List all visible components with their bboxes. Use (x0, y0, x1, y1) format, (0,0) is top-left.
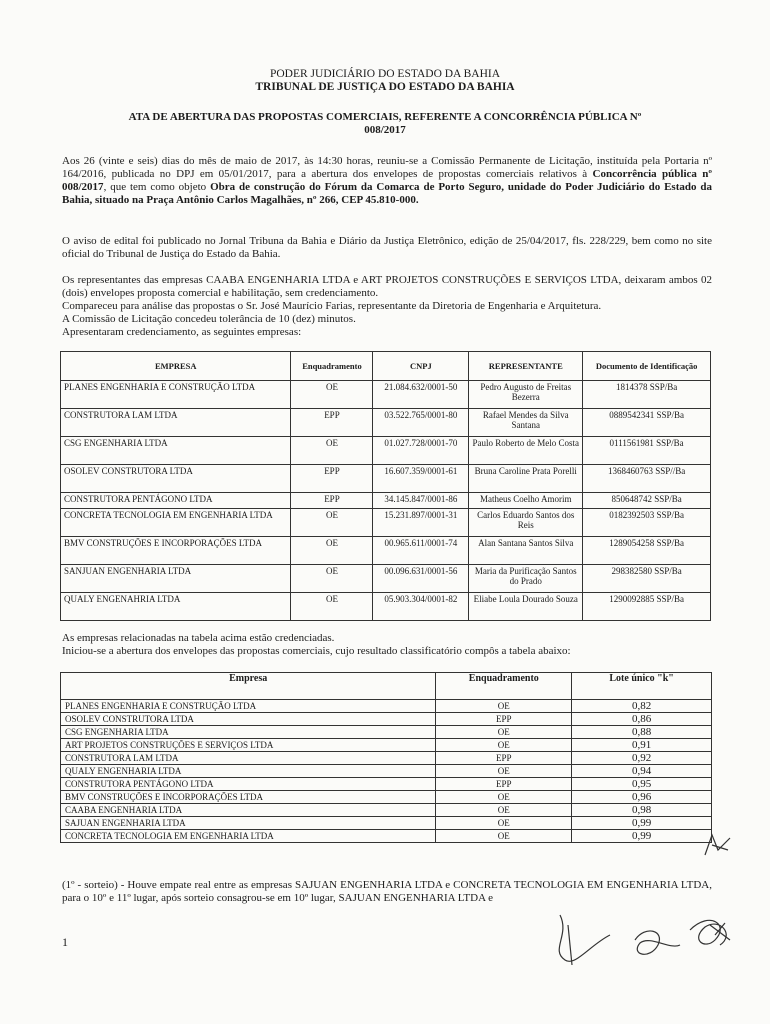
signatures-image (540, 905, 760, 975)
table-cell: 0,91 (572, 739, 712, 752)
table-cell: EPP (291, 465, 373, 493)
opening-mid: , que tem como objeto (103, 181, 211, 193)
table-cell: PLANES ENGENHARIA E CONSTRUÇÃO LTDA (61, 700, 436, 713)
table-cell: Bruna Caroline Prata Porelli (469, 465, 583, 493)
table-cell: OSOLEV CONSTRUTORA LTDA (61, 713, 436, 726)
table-row (61, 752, 712, 765)
table-cell: CSG ENGENHARIA LTDA (61, 726, 436, 739)
opening-bid-number: Concorrência pública nº 008/2017 (62, 168, 712, 193)
header-tribunal: TRIBUNAL DE JUSTIÇA DO ESTADO DA BAHIA (255, 81, 515, 93)
opening-object: Obra de construção do Fórum da Comarca de Porto Seguro, unidade do Poder Judiciário do Estado da Bahia, situado na Praça Antônio Carlos Magalhães, nº 266, CEP 45.810-000. (62, 181, 712, 206)
table-cell: 16.607.359/0001-61 (373, 465, 469, 493)
tolerance-paragraph: A Comissão de Licitação concedeu tolerância de 10 (dez) minutos. (62, 313, 356, 325)
table-cell: OE (436, 817, 572, 830)
table-cell: OE (291, 537, 373, 565)
table-cell: 1368460763 SSP//Ba (583, 465, 711, 493)
page-number: 1 (62, 935, 68, 949)
table-row (61, 565, 711, 593)
opening-results-intro: Iniciou-se a abertura dos envelopes das propostas comerciais, cujo resultado classificatório compôs a tabela abaixo: (62, 645, 571, 657)
table-cell: OE (291, 381, 373, 409)
table-row (61, 509, 711, 537)
table-cell: 0,99 (572, 817, 712, 830)
table-cell: EPP (436, 752, 572, 765)
accreditation-table (60, 351, 711, 621)
table-cell: 0111561981 SSP/Ba (583, 437, 711, 465)
table-cell: QUALY ENGENHARIA LTDA (61, 765, 436, 778)
table-cell: Alan Santana Santos Silva (469, 537, 583, 565)
table-row (61, 817, 712, 830)
table-row (61, 726, 712, 739)
table-row (61, 778, 712, 791)
table-cell: SANJUAN ENGENHARIA LTDA (61, 565, 291, 593)
table-cell: 0,88 (572, 726, 712, 739)
table-cell: OE (436, 804, 572, 817)
table-cell: 1289054258 SSP/Ba (583, 537, 711, 565)
tie-break-paragraph: (1º - sorteio) - Houve empate real entre as empresas SAJUAN ENGENHARIA LTDA e CONCRETA TECNOLOGIA EM ENGENHARIA LTDA, para o 10º e 11º lugar, após sorteio consagrou-se em 10º lugar, SAJUAN ENGENHARIA LTDA e (62, 879, 712, 904)
table-cell: OE (291, 437, 373, 465)
table-cell: OE (291, 509, 373, 537)
table-cell: CAABA ENGENHARIA LTDA (61, 804, 436, 817)
table-row (61, 739, 712, 752)
table-row (61, 713, 712, 726)
representatives-paragraph: Os representantes das empresas CAABA ENGENHARIA LTDA e ART PROJETOS CONSTRUÇÕES E SERVIÇOS LTDA, deixaram ambos 02 (dois) envelopes proposta comercial e habilitação, sem credenciamento. (62, 274, 712, 299)
col-empresa: EMPRESA (61, 352, 291, 381)
table-cell: Rafael Mendes da Silva Santana (469, 409, 583, 437)
col-representante: REPRESENTANTE (469, 352, 583, 381)
table-cell: OE (436, 830, 572, 843)
table-cell: Pedro Augusto de Freitas Bezerra (469, 381, 583, 409)
table-cell: ART PROJETOS CONSTRUÇÕES E SERVIÇOS LTDA (61, 739, 436, 752)
header-court: PODER JUDICIÁRIO DO ESTADO DA BAHIA (269, 68, 501, 80)
table-cell: 00.096.631/0001-56 (373, 565, 469, 593)
table-cell: PLANES ENGENHARIA E CONSTRUÇÃO LTDA (61, 381, 291, 409)
table-cell: OE (436, 739, 572, 752)
table-cell: 0,98 (572, 804, 712, 817)
table-cell: 0,96 (572, 791, 712, 804)
notice-paragraph: O aviso de edital foi publicado no Jornal Tribuna da Bahia e Diário da Justiça Eletrônico, edição de 25/04/2017, fls. 228/229, bem como no site oficial do Tribunal de Justiça do Estado da Bahia. (62, 235, 712, 260)
col-cnpj: CNPJ (373, 352, 469, 381)
table-header-row (61, 352, 711, 381)
table-cell: 0182392503 SSP/Ba (583, 509, 711, 537)
col-documento: Documento de Identificação (583, 352, 711, 381)
table-cell: OE (291, 565, 373, 593)
table-cell: OE (436, 700, 572, 713)
table-cell: 1814378 SSP/Ba (583, 381, 711, 409)
table-cell: OE (436, 765, 572, 778)
opening-paragraph (62, 155, 712, 207)
table-cell: CONSTRUTORA LAM LTDA (61, 409, 291, 437)
table-row (61, 465, 711, 493)
table-cell: BMV CONSTRUÇÕES E INCORPORAÇÕES LTDA (61, 791, 436, 804)
table-cell: 298382580 SSP/Ba (583, 565, 711, 593)
table-cell: CONCRETA TECNOLOGIA EM ENGENHARIA LTDA (61, 830, 436, 843)
table-cell: OE (436, 791, 572, 804)
col-empresa: Empresa (61, 673, 436, 700)
table-cell: CONCRETA TECNOLOGIA EM ENGENHARIA LTDA (61, 509, 291, 537)
table-row (61, 804, 712, 817)
table-cell: 850648742 SSP/Ba (583, 493, 711, 509)
table-cell: BMV CONSTRUÇÕES E INCORPORAÇÕES LTDA (61, 537, 291, 565)
table-cell: 01.027.728/0001-70 (373, 437, 469, 465)
table-cell: 0,99 (572, 830, 712, 843)
table-cell: OE (436, 726, 572, 739)
table-cell: Maria da Purificação Santos do Prado (469, 565, 583, 593)
table-cell: 0889542341 SSP/Ba (583, 409, 711, 437)
table-row (61, 493, 711, 509)
table-row (61, 765, 712, 778)
table-cell: Eliabe Loula Dourado Souza (469, 593, 583, 621)
table-cell: 00.965.611/0001-74 (373, 537, 469, 565)
table-row (61, 537, 711, 565)
table-row (61, 381, 711, 409)
accredited-intro: Apresentaram credenciamento, as seguintes empresas: (62, 326, 302, 338)
opening-intro: Aos 26 (vinte e seis) dias do mês de maio de 2017, às 14:30 horas, reuniu-se a Comissão Permanente de Licitação, instituída pela Portaria nº 164/2016, publicada no DPJ em 05/01/2017, para a abertura dos envelopes de propostas comerciais relativos à (62, 155, 712, 180)
table-cell: CONSTRUTORA PENTÁGONO LTDA (61, 778, 436, 791)
table-cell: SAJUAN ENGENHARIA LTDA (61, 817, 436, 830)
table-cell: EPP (436, 713, 572, 726)
table-cell: 0,94 (572, 765, 712, 778)
table-cell: 15.231.897/0001-31 (373, 509, 469, 537)
table-cell: Paulo Roberto de Melo Costa (469, 437, 583, 465)
table-cell: EPP (291, 493, 373, 509)
table-cell: CSG ENGENHARIA LTDA (61, 437, 291, 465)
table-row (61, 593, 711, 621)
col-enquadramento: Enquadramento (436, 673, 572, 700)
col-enquadramento: Enquadramento (291, 352, 373, 381)
table-header-row (61, 673, 712, 700)
table-cell: EPP (436, 778, 572, 791)
table-cell: 0,82 (572, 700, 712, 713)
document-title-number: 008/2017 (364, 124, 406, 136)
table-row (61, 791, 712, 804)
table-cell: 05.903.304/0001-82 (373, 593, 469, 621)
table-cell: 0,95 (572, 778, 712, 791)
table-row (61, 830, 712, 843)
table-cell: CONSTRUTORA PENTÁGONO LTDA (61, 493, 291, 509)
engineer-paragraph: Compareceu para análise das propostas o Sr. José Maurício Farias, representante da Diretoria de Engenharia e Arquitetura. (62, 300, 602, 312)
classification-table (60, 672, 712, 843)
table-cell: 34.145.847/0001-86 (373, 493, 469, 509)
table-cell: QUALY ENGENAHRIA LTDA (61, 593, 291, 621)
table-cell: 0,92 (572, 752, 712, 765)
col-lote-unico: Lote único "k" (572, 673, 712, 700)
table-cell: OSOLEV CONSTRUTORA LTDA (61, 465, 291, 493)
table-cell: 0,86 (572, 713, 712, 726)
accredited-note: As empresas relacionadas na tabela acima estão credenciadas. (62, 632, 335, 644)
table-cell: Carlos Eduardo Santos dos Reis (469, 509, 583, 537)
table-row (61, 409, 711, 437)
table-cell: EPP (291, 409, 373, 437)
table-cell: 03.522.765/0001-80 (373, 409, 469, 437)
table-cell: 21.084.632/0001-50 (373, 381, 469, 409)
table-cell: OE (291, 593, 373, 621)
initials-image (700, 830, 740, 860)
document-title: ATA DE ABERTURA DAS PROPOSTAS COMERCIAIS, REFERENTE A CONCORRÊNCIA PÚBLICA Nº (128, 111, 642, 123)
table-cell: CONSTRUTORA LAM LTDA (61, 752, 436, 765)
table-row (61, 700, 712, 713)
table-cell: Matheus Coelho Amorim (469, 493, 583, 509)
table-row (61, 437, 711, 465)
table-cell: 1290092885 SSP/Ba (583, 593, 711, 621)
